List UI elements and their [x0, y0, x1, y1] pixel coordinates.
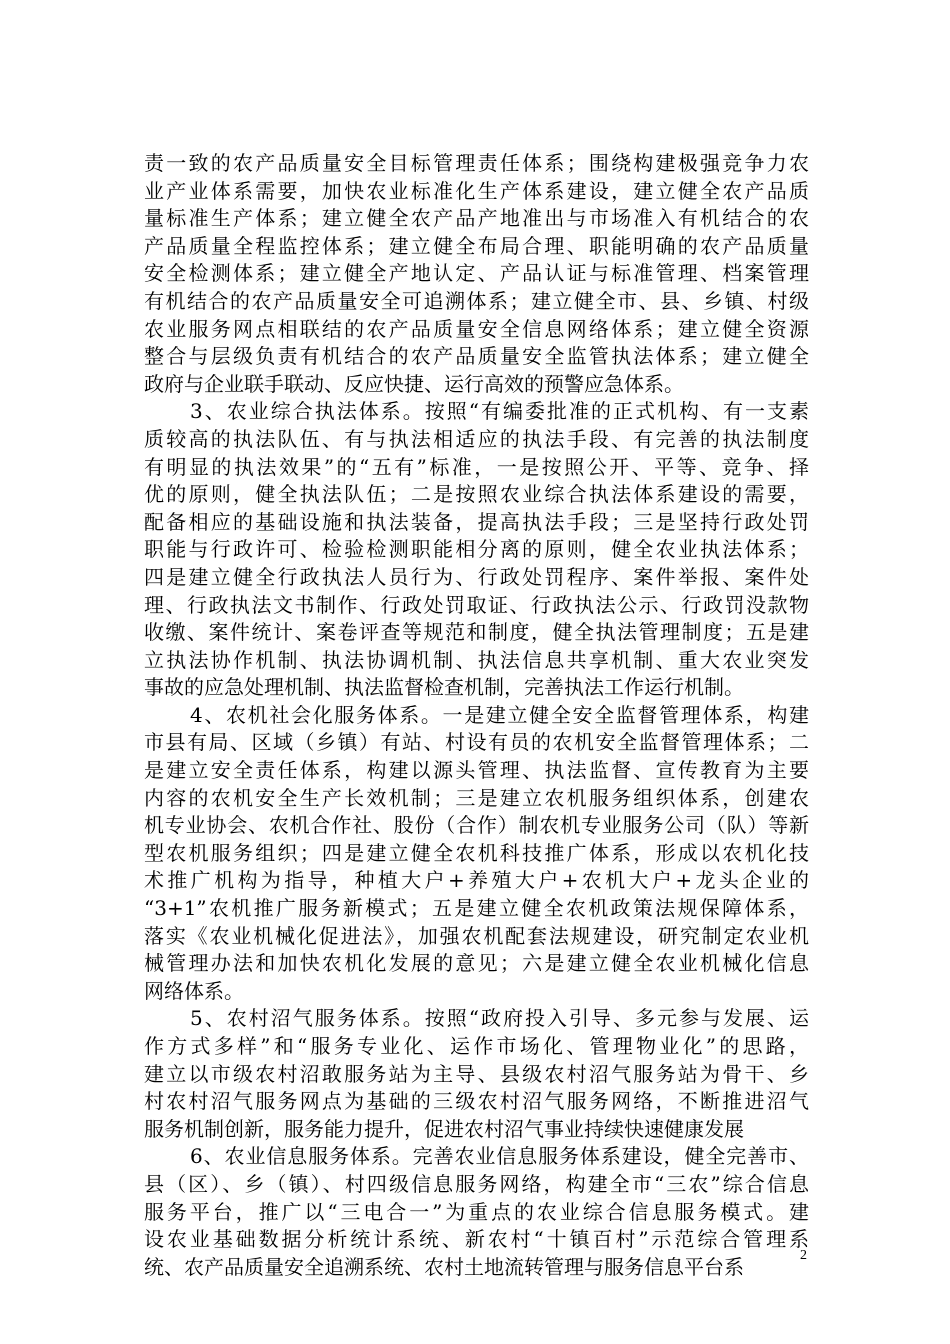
text-line: 农业服务网点相联结的农产品质量安全信息网络体系；建立健全资源 — [144, 316, 809, 341]
paragraph — [144, 1005, 809, 1143]
text-line: 建立以市级农村沼敢服务站为主导、县级农村沼气服务站为骨干、乡 — [144, 1061, 809, 1086]
text-line: 网络体系。 — [144, 978, 244, 1003]
text-line: 5、农村沼气服务体系。按照“政府投入引导、多元参与发展、运 — [190, 1006, 809, 1031]
paragraph — [144, 398, 809, 702]
text-line: 落实《农业机械化促进法》，加强农机配套法规建设，研究制定农业机 — [144, 923, 809, 948]
text-line: 型农机服务组织；四是建立健全农机科技推广体系，形成以农机化技 — [144, 840, 809, 865]
text-line: 术推广机构为指导，种植大户+养殖大户+农机大户+龙头企业的 — [144, 868, 809, 893]
text-line: 市县有局、区域（乡镇）有站、村设有员的农机安全监督管理体系；二 — [144, 730, 809, 755]
text-line: 械管理办法和加快农机化发展的意见；六是建立健全农业机械化信息 — [144, 951, 809, 976]
text-line: 优的原则，健全执法队伍；二是按照农业综合执法体系建设的需要， — [144, 482, 809, 507]
text-line: 机专业协会、农机合作社、股份（合作）制农机专业服务公司（队）等新 — [144, 813, 809, 838]
text-line: 村农村沼气服务网点为基础的三级农村沼气服务网络，不断推进沼气 — [144, 1089, 809, 1114]
text-line: 理、行政执法文书制作、行政处罚取证、行政执法公示、行政罚没款物 — [144, 592, 809, 617]
text-line: 政府与企业联手联动、反应快捷、运行高效的预警应急体系。 — [144, 371, 684, 396]
text-line: 6、农业信息服务体系。完善农业信息服务体系建设，健全完善市、 — [190, 1144, 809, 1169]
document-body — [144, 150, 809, 1281]
text-line: 服务机制创新，服务能力提升，促进农村沼气事业持续快速健康发展 — [144, 1116, 744, 1141]
text-line: 配备相应的基础设施和执法装备，提高执法手段；三是坚持行政处罚 — [144, 509, 809, 534]
text-line: 有明显的执法效果”的“五有”标准，一是按照公开、平等、竞争、择 — [144, 454, 809, 479]
text-line: 有机结合的农产品质量安全可追溯体系；建立健全市、县、乡镇、村级 — [144, 288, 809, 313]
text-line: “3+1”农机推广服务新模式；五是建立健全农机政策法规保障体系， — [144, 896, 809, 921]
text-line: 设农业基础数据分析统计系统、新农村“十镇百村”示范综合管理系 — [144, 1227, 809, 1252]
text-line: 3、农业综合执法体系。按照“有编委批准的正式机构、有一支素 — [190, 399, 809, 424]
text-line: 内容的农机安全生产长效机制；三是建立农机服务组织体系，创建农 — [144, 785, 809, 810]
text-line: 收缴、案件统计、案卷评查等规范和制度，健全执法管理制度；五是建 — [144, 620, 809, 645]
text-line: 量标准生产体系；建立健全农产品产地准出与市场准入有机结合的农 — [144, 206, 809, 231]
text-line: 质较高的执法队伍、有与执法相适应的执法手段、有完善的执法制度 — [144, 426, 809, 451]
text-line: 作方式多样”和“服务专业化、运作市场化、管理物业化”的思路， — [144, 1034, 809, 1058]
page-number: 2 — [800, 1248, 807, 1263]
text-line: 职能与行政许可、检验检测职能相分离的原则，健全农业执法体系； — [144, 537, 809, 562]
text-line: 4、农机社会化服务体系。一是建立健全安全监督管理体系，构建 — [190, 702, 809, 727]
paragraph — [144, 702, 809, 1006]
text-line: 安全检测体系；建立健全产地认定、产品认证与标准管理、档案管理 — [144, 261, 809, 286]
text-line: 立执法协作机制、执法协调机制、执法信息共享机制、重大农业突发 — [144, 647, 809, 672]
paragraph — [144, 150, 809, 398]
text-line: 整合与层级负责有机结合的农产品质量安全监管执法体系；建立健全 — [144, 344, 809, 369]
text-line: 产品质量全程监控体系；建立健全布局合理、职能明确的农产品质量 — [144, 233, 809, 258]
text-line: 四是建立健全行政执法人员行为、行政处罚程序、案件举报、案件处 — [144, 564, 809, 589]
text-line: 统、农产品质量安全追溯系统、农村土地流转管理与服务信息平台系 — [144, 1254, 744, 1279]
text-line: 业产业体系需要，加快农业标准化生产体系建设，建立健全农产品质 — [144, 178, 809, 203]
paragraph — [144, 1143, 809, 1281]
text-line: 责一致的农产品质量安全目标管理责任体系；围绕构建极强竞争力农 — [144, 151, 809, 175]
text-line: 服务平台，推广以“三电合一”为重点的农业综合信息服务模式。建 — [144, 1199, 809, 1224]
text-line: 县（区）、乡（镇）、村四级信息服务网络，构建全市“三农”综合信息 — [144, 1171, 809, 1196]
text-line: 是建立安全责任体系，构建以源头管理、执法监督、宣传教育为主要 — [144, 758, 809, 783]
text-line: 事故的应急处理机制、执法监督检查机制，完善执法工作运行机制。 — [144, 675, 744, 700]
